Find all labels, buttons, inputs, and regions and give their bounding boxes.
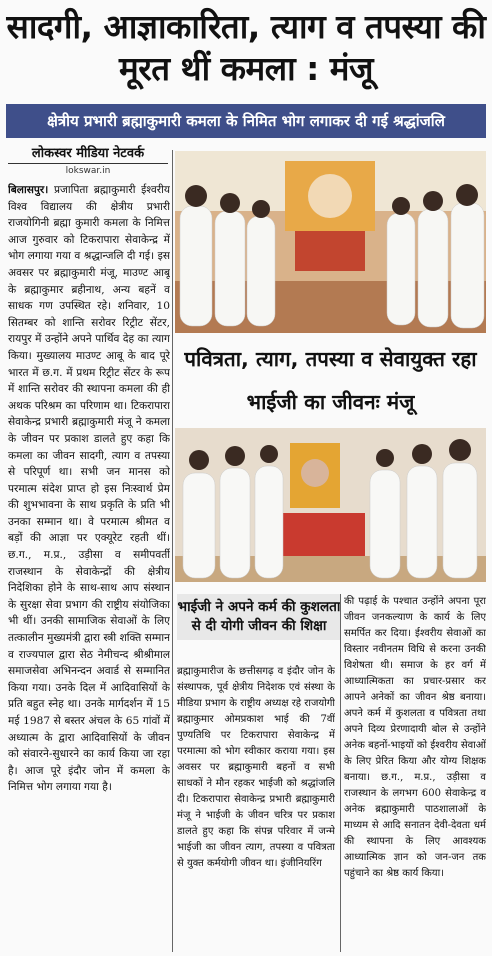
article-column-4: की पढ़ाई के पश्चात उन्होंने अपना पूरा जीवन जनकल्याण के कार्य के लिए समर्पित कर दिया। ईश्वरीय सेवाओं का विस्तार नवीनतम विधि से करना उनकी विशेषता थी। समाज के हर वर्ग में आध्यात्मिकता का प्रचार-प्रसार कर आपने अनेकों का जीवन श्रेष्ठ बनाया। अपने कर्म में कुशलता व पवित्रता तथा अपने दिव्य प्रेरणादायी बोल से उन्होंने अनेक बहनों-भाइयों को ईश्वरीय सेवाओं के लिए प्रेरित किया और योग्य शिक्षक बनाया। छ.ग., म.प्र., उड़ीसा व राजस्थान के लगभग 600 सेवाकेन्द्र व अनेक ब्रह्माकुमारी पाठशालाओं के माध्यम से आदि सनातन देवी-देवता धर्म की स्थापना के लिए आवश्यक आध्यात्मिक ज्ञान को जन-जन तक पहुंचाने का श्रेष्ठ कार्य किया। [344,596,486,879]
box-headline: भाईजी ने अपने कर्म की कुशलता से दी योगी जीवन की शिक्षा [177,594,341,640]
column-divider [172,150,173,952]
mid-headline: पवित्रता, त्याग, तपस्या व सेवायुक्त रहा भाईजी का जीवनः मंजू [184,347,477,414]
photo-tribute-ceremony [175,151,486,333]
website: lokswar.in [65,166,111,176]
column-divider [340,594,341,952]
subheadline-banner: क्षेत्रीय प्रभारी ब्रह्माकुमारी कमला के निमित भोग लगाकर दी गई श्रद्धांजलि [6,104,486,138]
article-column-1 [8,182,170,952]
photo-anniversary-ceremony [175,428,486,582]
article-column-3: ब्रह्माकुमारीज के छत्तीसगढ़ व इंदौर जोन के संस्थापक, पूर्व क्षेत्रीय निदेशक एवं संस्था के मीडिया प्रभाग के राष्ट्रीय अध्यक्ष रहे राजयोगी ब्रह्माकुमार ओमप्रकाश भाई की 7वीं पुण्यतिथि पर टिकरापारा सेवाकेन्द्र में परमात्मा को भोग स्वीकार कराया गया। इस अवसर पर ब्रह्माकुमारी बहनों व सभी साधकों ने मौन रहकर भाईजी को श्रद्धांजलि दी। टिकरापारा सेवाकेन्द्र प्रभारी ब्रह्माकुमारी मंजू ने भाईजी के जीवन चरित्र पर प्रकाश डालते हुए कहा कि संपन्न परिवार में जन्मे भाईजी का जीवन त्याग, तपस्या व पवित्रता से युक्त कर्मयोगी जीवन था। इंजीनियरिंग [177,666,335,869]
headline: सादगी, आज्ञाकारिता, त्याग व तपस्या की मूरत थीं कमला : मंजू [6,7,486,88]
byline: लोकस्वर मीडिया नेटवर्क [8,143,168,164]
column1-text: प्रजापिता ब्रह्माकुमारी ईश्वरीय विश्व विद्यालय की क्षेत्रीय प्रभारी राजयोगिनी ब्रह्मा कुमारी कमला के निमित्त आज गुरुवार को टिकरापारा सेवाकेन्द्र में भोग लगाया गया व श्रद्धान्जलि दी गई। इस अवसर पर ब्रह्माकुमारी मंजू, माउण्ट आबू के ब्रह्माकुमार ब्रहीनाथ, अन्य बहनें व साधक गण उपस्थित रहे। शनिवार, 10 सितम्बर को शान्ति सरोवर रिट्रीट सेंटर, रायपुर में उन्होंने अपने पार्थिव देह का त्याग किया। मुख्यालय माउण्ट आबू के बाद पूरे भारत में छ.ग. में प्रथम रिट्रीट सेंटर के रूप में शान्ति सरोवर की स्थापना कमला की ही अथक परिश्रम का परिणाम था। टिकरापारा सेवाकेन्द्र प्रभारी ब्रह्माकुमारी मंजू ने कमला के जीवन पर प्रकाश डालते हुए कहा कि कमला का जीवन सादगी, त्याग व तपस्या से परिपूर्ण था। सभी जन मानस को परमात्म संदेश प्राप्त हो इस निःस्वार्थ प्रेम की शुभभावना के साथ प्रकृति के प्रति भी उनका सम्मान था। वे परमात्म श्रीमत व बड़ों की आज्ञा पर एक्यूरेट रहती थीं। छ.ग., म.प्र., उड़ीसा व समीपवर्ती राजस्थान के सेवाकेन्द्रों की क्षेत्रीय निदेशिका होने के साथ-साथ आप संस्थान के सुरक्षा सेवा प्रभाग की राष्ट्रीय संयोजिका भी थीं। उनकी सामाजिक सेवाओं के लिए तत्कालीन मुख्यमंत्री द्वारा स्त्री शक्ति सम्मान व राज्यपाल द्वारा सेठ नेमीचन्द श्रीश्रीमाल समाजसेवा अभिनन्दन अवार्ड से सम्मानित किया गया। उनके दिल में आदिवासियों के प्रति बहुत स्नेह था। उनके मार्गदर्शन में 15 मई 1987 से बस्तर अंचल के 65 गांवों में अध्यात्म के द्वारा आदिवासियों के जीवन को संवारने-सुधारने का कार्य किया जा रहा है। आज पूरे इंदौर जोन में कमला के निमित्त भोग लगाया गया है। [8,184,170,794]
dateline: बिलासपुर। [8,184,49,196]
